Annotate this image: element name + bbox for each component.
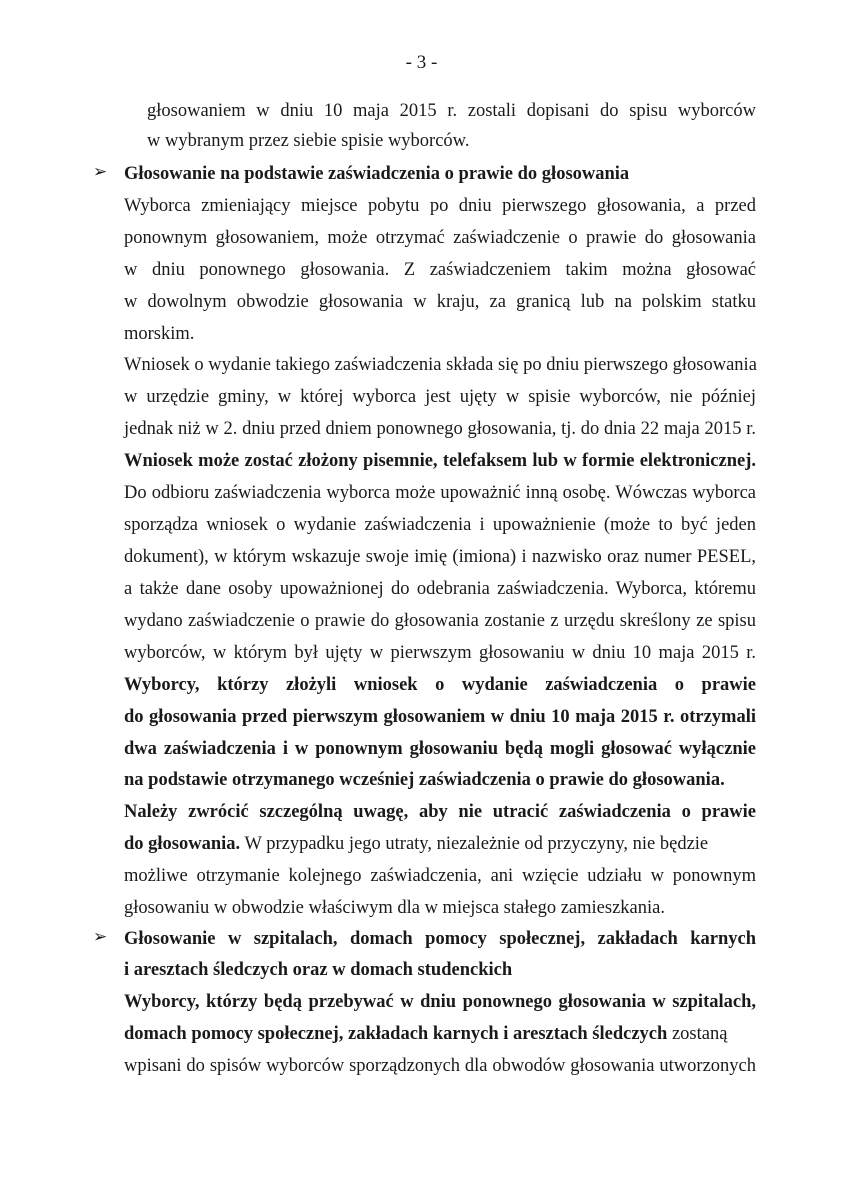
paragraph-line: ponownym głosowaniem, może otrzymać zaświadczenie o prawie do głosowania <box>124 228 756 248</box>
emphasis-fragment: do głosowania. <box>124 834 241 854</box>
section-heading-cont: i aresztach śledczych oraz w domach studenckich <box>124 960 513 980</box>
emphasis-line: do głosowania przed pierwszym głosowaniem w dniu 10 maja 2015 r. otrzymali <box>124 707 756 727</box>
paragraph-line: Wyborca zmieniający miejsce pobytu po dniu pierwszego głosowania, a przed <box>124 196 756 216</box>
bullet-arrow-icon: ➢ <box>93 162 108 182</box>
bullet-arrow-icon: ➢ <box>93 927 108 947</box>
paragraph-line: wpisani do spisów wyborców sporządzonych dla obwodów głosowania utworzonych <box>124 1056 756 1076</box>
paragraph-line-mixed <box>124 832 756 856</box>
paragraph-line: wydano zaświadczenie o prawie do głosowania zostanie z urzędu skreślony ze spisu <box>124 611 756 631</box>
paragraph-line: Wniosek o wydanie takiego zaświadczenia składa się po dniu pierwszego głosowania <box>124 355 757 375</box>
section-heading: Głosowanie w szpitalach, domach pomocy społecznej, zakładach karnych <box>124 929 756 949</box>
paragraph-line: morskim. <box>124 324 195 344</box>
paragraph-line: głosowaniem w dniu 10 maja 2015 r. zostali dopisani do spisu wyborców <box>147 101 756 121</box>
paragraph-line: w dowolnym obwodzie głosowania w kraju, za granicą lub na polskim statku <box>124 292 756 312</box>
emphasis-fragment: domach pomocy społecznej, zakładach karnych i aresztach śledczych <box>124 1024 668 1044</box>
paragraph-line: w urzędzie gminy, w której wyborca jest ujęty w spisie wyborców, nie później <box>124 387 756 407</box>
page-number: - 3 - <box>405 52 438 73</box>
text-fragment: W przypadku jego utraty, niezależnie od przyczyny, nie będzie <box>240 834 709 854</box>
emphasis-line: na podstawie otrzymanego wcześniej zaświadczenia o prawie do głosowania. <box>124 770 725 790</box>
paragraph-line: dokument), w którym wskazuje swoje imię (imiona) i nazwisko oraz numer PESEL, <box>124 547 756 567</box>
emphasis-line: Wyborcy, którzy złożyli wniosek o wydanie zaświadczenia o prawie <box>124 675 756 695</box>
paragraph-line: głosowaniu w obwodzie właściwym dla w miejsca stałego zamieszkania. <box>124 898 665 918</box>
paragraph-line: a także dane osoby upoważnionej do odebrania zaświadczenia. Wyborca, któremu <box>124 579 756 599</box>
paragraph-line: jednak niż w 2. dniu przed dniem ponownego głosowania, tj. do dnia 22 maja 2015 r. <box>124 419 756 439</box>
paragraph-line: w wybranym przez siebie spisie wyborców. <box>147 131 470 151</box>
emphasis-line: dwa zaświadczenia i w ponownym głosowaniu będą mogli głosować wyłącznie <box>124 739 756 759</box>
paragraph-line-mixed <box>124 1022 756 1046</box>
emphasis-line: Należy zwrócić szczególną uwagę, aby nie utracić zaświadczenia o prawie <box>124 802 756 822</box>
text-fragment: zostaną <box>667 1024 728 1044</box>
emphasis-line: Wniosek może zostać złożony pisemnie, telefaksem lub w formie elektronicznej. <box>124 451 756 471</box>
paragraph-line: sporządza wniosek o wydanie zaświadczenia i upoważnienie (może to być jeden <box>124 515 756 535</box>
emphasis-line: Wyborcy, którzy będą przebywać w dniu ponownego głosowania w szpitalach, <box>124 992 756 1012</box>
paragraph-line: wyborców, w którym był ujęty w pierwszym głosowaniu w dniu 10 maja 2015 r. <box>124 643 756 663</box>
section-heading: Głosowanie na podstawie zaświadczenia o prawie do głosowania <box>124 164 630 184</box>
paragraph-line: możliwe otrzymanie kolejnego zaświadczenia, ani wzięcie udziału w ponownym <box>124 866 756 886</box>
paragraph-line: w dniu ponownego głosowania. Z zaświadczeniem takim można głosować <box>124 260 756 280</box>
paragraph-line: Do odbioru zaświadczenia wyborca może upoważnić inną osobę. Wówczas wyborca <box>124 483 756 503</box>
